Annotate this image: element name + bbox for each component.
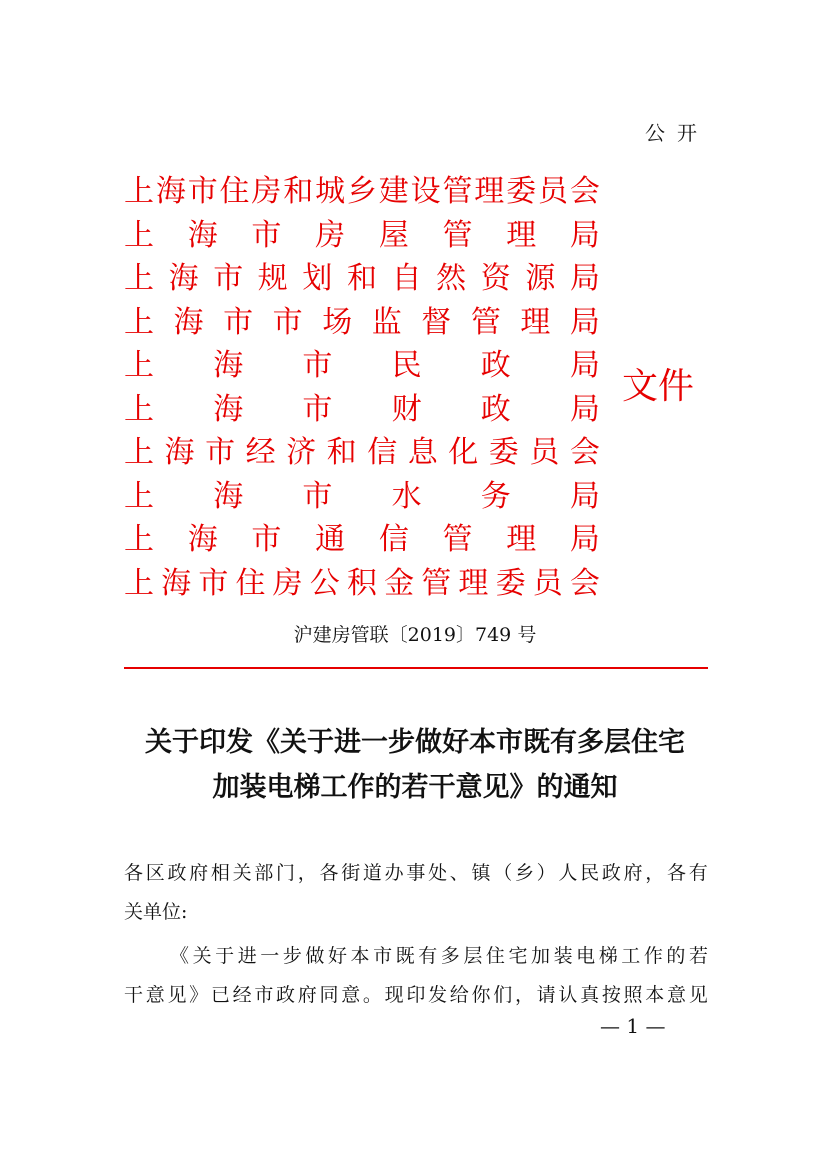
document-title xyxy=(100,720,730,810)
issuer-line: 上 海 市 水 务 局 xyxy=(124,478,600,514)
title-line-1: 关于印发《关于进一步做好本市既有多层住宅 xyxy=(145,727,685,758)
document-number: 沪建房管联〔2019〕749 号 xyxy=(293,624,537,646)
issuer-line: 上 海 市 通 信 管 理 局 xyxy=(124,522,600,557)
issuer-line: 上 海 市 住 房 公 积 金 管 理 委 员 会 xyxy=(124,565,600,601)
issuer-line: 上 海 市 市 场 监 督 管 理 局 xyxy=(124,304,600,340)
red-divider xyxy=(124,667,708,669)
page-number: — 1 — xyxy=(600,1014,666,1038)
salutation-line-1: 各 区 政 府 相 关 部 门 ， 各 街 道 办 事 处 、 镇 （ 乡 ） 人 民 政 府 ， 各 有 xyxy=(124,862,708,884)
issuer-line: 上 海 市 规 划 和 自 然 资 源 局 xyxy=(124,261,600,296)
issuing-agencies xyxy=(124,170,600,605)
disclosure-label: 公开 xyxy=(645,121,709,145)
body-paragraph xyxy=(124,937,708,1015)
issuer-line: 上 海 市 经 济 和 信 息 化 委 员 会 xyxy=(124,435,600,470)
document-type-label: 文件 xyxy=(622,366,695,407)
body-line-2: 干 意 见 》 已 经 市 政 府 同 意 。 现 印 发 给 你 们 ， 请 认 真 按 照 本 意 见 xyxy=(124,984,708,1006)
title-line-2: 加装电梯工作的若干意见》的通知 xyxy=(212,772,618,803)
salutation-line-2: 关单位: xyxy=(124,901,188,923)
body-line-1: 《 关 于 进 一 步 做 好 本 市 既 有 多 层 住 宅 加 装 电 梯 工 作 的 若 xyxy=(170,945,708,967)
issuer-line: 上 海 市 房 屋 管 理 局 xyxy=(124,217,600,253)
issuer-line: 上 海 市 财 政 局 xyxy=(124,391,600,427)
salutation xyxy=(124,854,708,932)
issuer-line: 上 海 市 住 房 和 城 乡 建 设 管 理 委 员 会 xyxy=(124,174,600,209)
issuer-line: 上 海 市 民 政 局 xyxy=(124,348,600,383)
